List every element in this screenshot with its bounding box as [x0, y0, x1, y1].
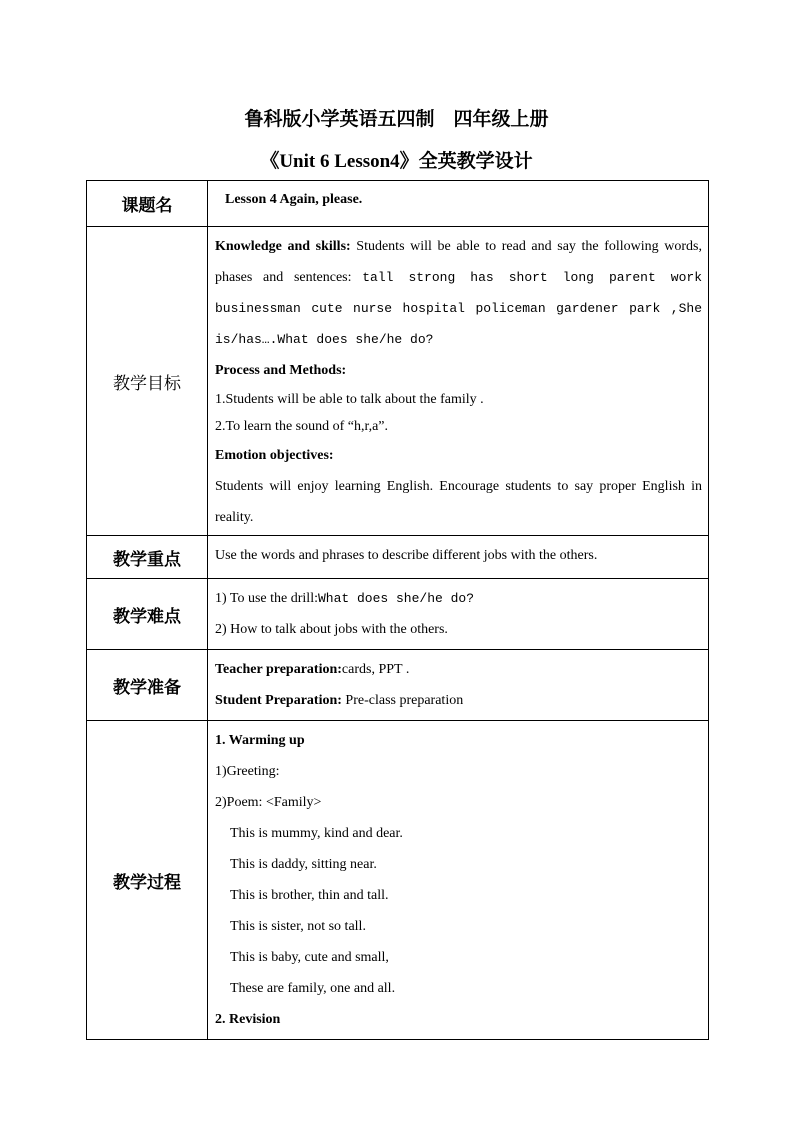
difficulty-item-1: [215, 583, 702, 614]
process-content: [208, 721, 709, 1040]
difficulty-item-1-text: 1) To use the drill:: [215, 591, 318, 606]
label-difficulties: 教学难点: [87, 579, 208, 650]
student-preparation-heading: Student Preparation:: [215, 693, 342, 708]
knowledge-skills-paragraph: [215, 231, 702, 355]
knowledge-skills-heading: Knowledge and skills:: [215, 239, 351, 254]
document-title: 鲁科版小学英语五四制 四年级上册: [244, 108, 549, 130]
emotion-objectives-heading: Emotion objectives:: [215, 448, 334, 463]
greeting-line: 1)Greeting:: [215, 764, 280, 779]
label-process: 教学过程: [87, 721, 208, 1040]
row-preparation: [87, 650, 709, 721]
teacher-preparation-heading: Teacher preparation:: [215, 662, 342, 677]
label-preparation: 教学准备: [87, 650, 208, 721]
step-revision-heading: 2. Revision: [215, 1012, 281, 1027]
student-preparation-text: Pre-class preparation: [341, 693, 464, 708]
label-topic: 课题名: [87, 181, 208, 227]
poem-line: This is daddy, sitting near.: [230, 857, 377, 872]
knowledge-skills-text: Students will be able to read and say the following words, phases and sentences:: [215, 239, 702, 285]
row-key-points: [87, 536, 709, 579]
label-key-points: 教学重点: [87, 536, 208, 579]
emotion-objectives-text: Students will enjoy learning English. Encourage students to say proper English in reality.: [215, 479, 702, 525]
student-preparation: [215, 685, 702, 716]
key-points-content: Use the words and phrases to describe different jobs with the others.: [208, 536, 709, 579]
topic-content: Lesson 4 Again, please.: [208, 181, 709, 227]
difficulties-content: [208, 579, 709, 650]
objectives-content: [208, 227, 709, 536]
difficulty-item-1-drill: What does she/he do?: [317, 591, 475, 606]
label-objectives: 教学目标: [87, 227, 208, 536]
poem-line: This is baby, cute and small,: [230, 950, 389, 965]
row-process: [87, 721, 709, 1040]
step-warming-up-heading: 1. Warming up: [215, 733, 305, 748]
poem-line: This is brother, thin and tall.: [230, 888, 389, 903]
row-topic: [87, 181, 709, 227]
process-methods-heading: Process and Methods:: [215, 363, 347, 378]
process-methods-item-2: 2.To learn the sound of “h,r,a”.: [215, 419, 389, 434]
preparation-content: [208, 650, 709, 721]
knowledge-skills-words: tall strong has short long parent work businessman cute nurse hospital policeman gardener park ,She is/has….What does she/he do?: [215, 270, 702, 347]
process-methods-item-1: 1.Students will be able to talk about the family .: [215, 392, 484, 407]
row-difficulties: [87, 579, 709, 650]
row-objectives: [87, 227, 709, 536]
teacher-preparation-text: cards, PPT .: [341, 662, 410, 677]
lesson-plan-table: [86, 180, 709, 1040]
difficulty-item-2: 2) How to talk about jobs with the others.: [215, 622, 448, 637]
poem-line: This is mummy, kind and dear.: [230, 826, 403, 841]
poem-line: These are family, one and all.: [230, 981, 396, 996]
poem-title: 2)Poem: <Family>: [215, 795, 322, 810]
teacher-preparation: [215, 654, 702, 685]
subtitle-chinese: 全英教学设计: [418, 150, 533, 172]
subtitle-english: 《Unit 6 Lesson4》: [260, 151, 419, 172]
document-subtitle: [0, 146, 793, 173]
poem-line: This is sister, not so tall.: [230, 919, 366, 934]
